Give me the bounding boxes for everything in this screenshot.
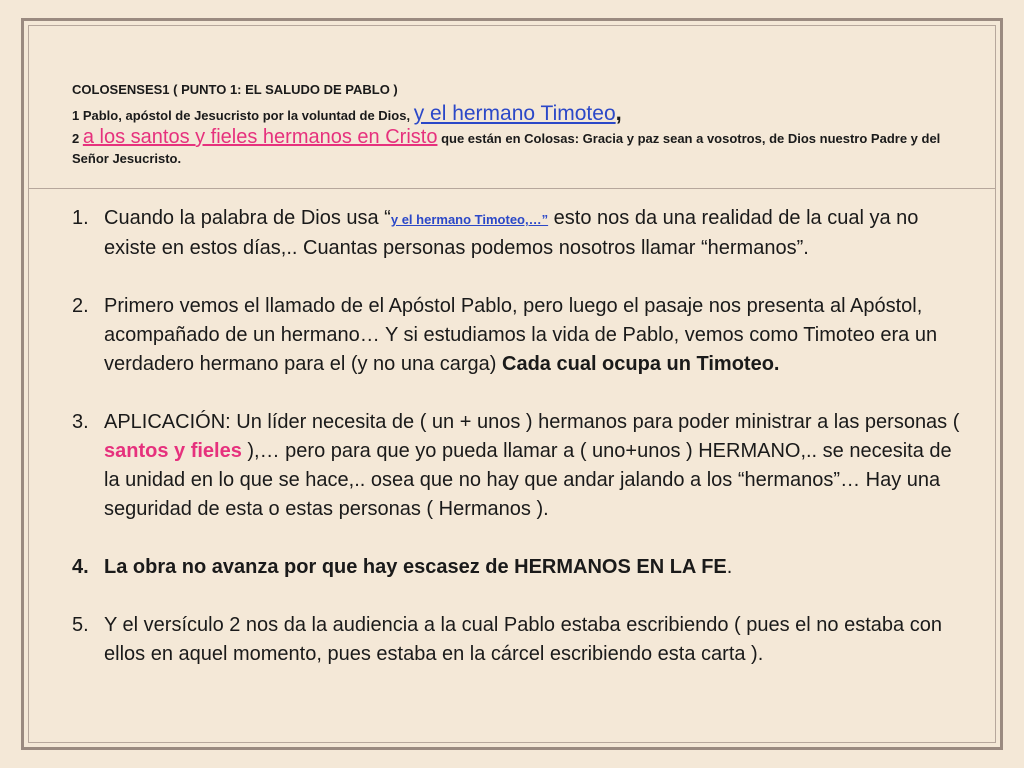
verse-1-highlight: y el hermano Timoteo xyxy=(413,102,616,125)
point-5-number: 5. xyxy=(72,614,89,636)
point-3-number: 3. xyxy=(72,411,89,433)
verse-2-prefix: 2 xyxy=(72,131,83,146)
verse-2 xyxy=(72,127,972,169)
points-list xyxy=(72,204,972,669)
point-1-link: y el hermano Timoteo,…” xyxy=(390,212,549,227)
point-5 xyxy=(72,611,972,669)
verse-1 xyxy=(72,102,972,127)
point-3-text-a: APLICACIÓN: Un líder necesita de ( un + unos ) hermanos para poder ministrar a las personas ( xyxy=(104,411,960,433)
point-3-pink: santos y fieles xyxy=(104,440,242,462)
point-4-text xyxy=(104,553,972,582)
verse-2-rest: que están en Colosas: Gracia y paz sean a vosotros, de Dios nuestro Padre y del Señor Jesucristo. xyxy=(72,131,941,166)
point-3-text-b: ),… pero para que yo pueda llamar a ( uno+unos ) HERMANO,.. se necesita de la unidad en lo que se hace,.. osea que no hay que andar jalando a los “hermanos”… Hay una seguridad de esta o estas personas ( Hermanos ). xyxy=(104,440,952,520)
point-2-bold: Cada cual ocupa un Timoteo. xyxy=(502,353,780,375)
point-1-text-a: Cuando la palabra de Dios usa “ xyxy=(104,207,391,229)
point-2-text-a: Primero vemos el llamado de el Apóstol Pablo, pero luego el pasaje nos presenta al Apóstol, acompañado de un hermano… Y si estudiamos la vida de Pablo, vemos como Timoteo era un verdadero hermano para el (y no una carga) xyxy=(104,295,938,375)
point-2-text xyxy=(104,292,972,379)
point-1-text xyxy=(104,204,972,263)
verse-header xyxy=(72,80,972,169)
point-4-number: 4. xyxy=(72,556,89,578)
header-title: COLOSENSES1 ( PUNTO 1: EL SALUDO DE PABLO ) xyxy=(72,82,398,97)
point-4 xyxy=(72,553,972,582)
point-4-text-b: . xyxy=(726,556,733,578)
point-1 xyxy=(72,204,972,263)
verse-1-prefix: 1 Pablo, apóstol de Jesucristo por la voluntad de Dios, xyxy=(72,108,414,123)
point-1-number: 1. xyxy=(72,207,89,229)
verse-1-suffix: , xyxy=(615,100,622,125)
point-1-text-b: esto nos da una realidad de la cual ya no existe en estos días,.. Cuantas personas podemos nosotros llamar “hermanos”. xyxy=(104,207,919,259)
point-2 xyxy=(72,292,972,379)
verse-2-highlight: a los santos y fieles hermanos en Cristo xyxy=(82,126,438,148)
section-divider xyxy=(28,188,996,189)
point-2-number: 2. xyxy=(72,295,89,317)
point-4-bold: La obra no avanza por que hay escasez de HERMANOS EN LA FE xyxy=(104,556,727,578)
point-5-text: Y el versículo 2 nos da la audiencia a la cual Pablo estaba escribiendo ( pues el no estaba con ellos en aquel momento, pues estaba en la cárcel escribiendo esta carta ). xyxy=(104,614,942,665)
point-3-text xyxy=(104,408,972,524)
point-3 xyxy=(72,408,972,524)
